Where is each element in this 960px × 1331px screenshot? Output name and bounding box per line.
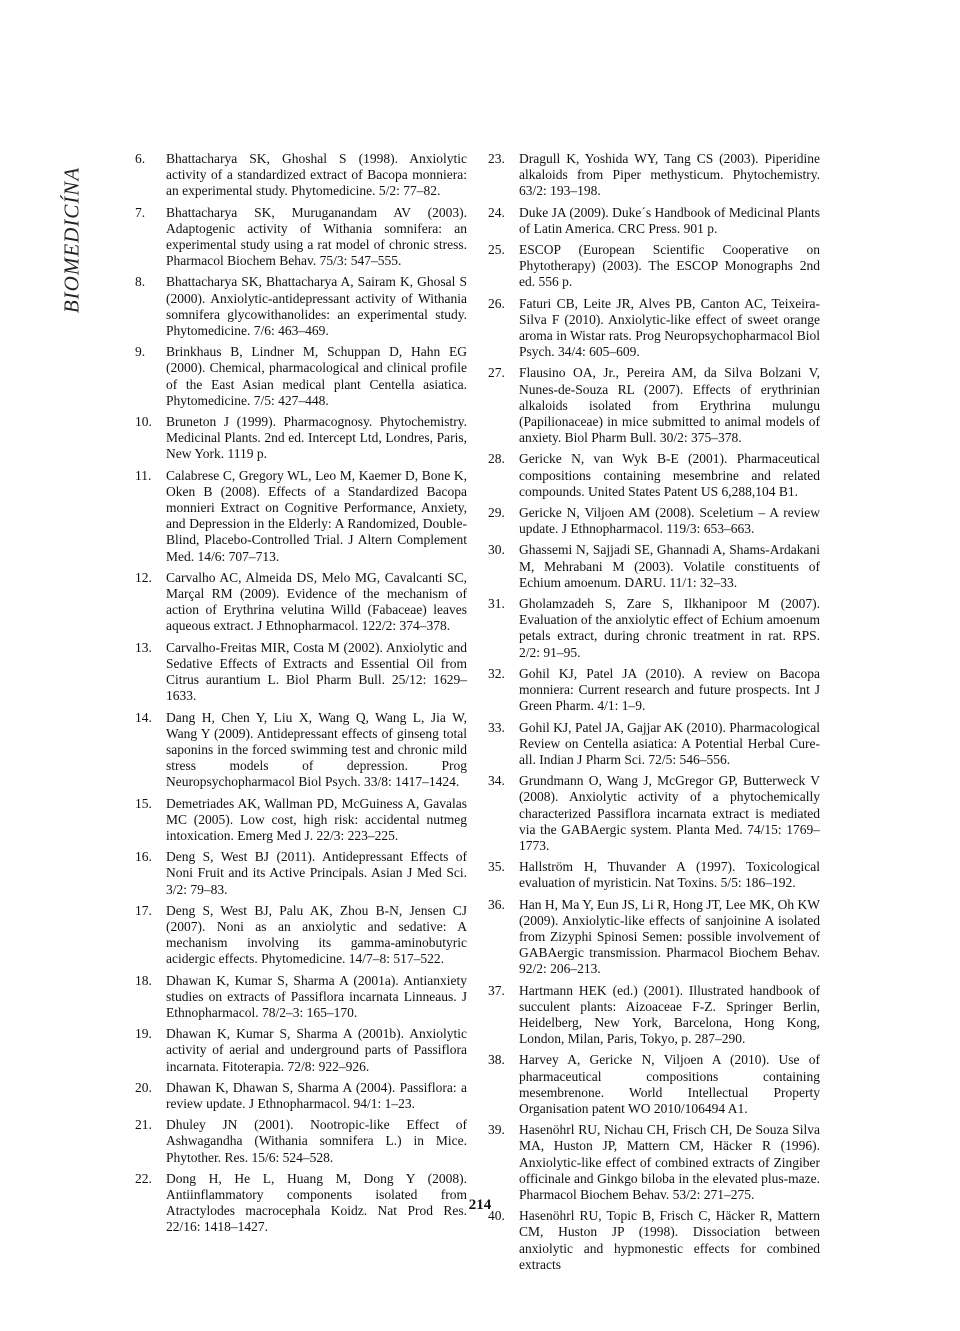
reference-item	[135, 710, 467, 791]
reference-text: Dhuley JN (2001). Nootropic-like Effect of Ashwagandha (Withania somnifera L.) in Mice. Phytother. Res. 15/6: 524–528.	[166, 1117, 467, 1165]
reference-item	[135, 903, 467, 968]
reference-text: Gholamzadeh S, Zare S, Ilkhanipoor M (2007). Evaluation of the anxiolytic effect of Echium amoenum petals extract, during chronic treatment in rat. RPS. 2/2: 91–95.	[519, 596, 820, 660]
reference-number: 37.	[488, 982, 505, 998]
reference-number: 26.	[488, 295, 505, 311]
reference-number: 39.	[488, 1122, 505, 1138]
reference-item	[135, 344, 467, 409]
reference-text: Han H, Ma Y, Eun JS, Li R, Hong JT, Lee MK, Oh KW (2009). Anxiolytic-like effects of sanjoinine A isolated from Zizyphi Spinosi Semen: possible involvement of GABAergic transmission. Pharmacol Biochem Behav. 92/2: 206–213.	[519, 896, 820, 977]
reference-text: Dong H, He L, Huang M, Dong Y (2008). Antiinflammatory components isolated from Atractylodes macrocephala Koidz. Nat Prod Res. 22/16: 1418–1427.	[166, 1170, 467, 1235]
reference-item	[488, 296, 820, 361]
reference-number: 32.	[488, 665, 505, 681]
reference-text: Hasenöhrl RU, Topic B, Frisch C, Häcker R, Mattern CM, Huston JP (1998). Dissociation between anxiolytic and hypmonestic effects for combined extracts	[519, 1208, 820, 1272]
reference-text: Dhawan K, Kumar S, Sharma A (2001b). Anxiolytic activity of aerial and underground parts of Passiflora incarnata. Fitoterapia. 72/8: 922–926.	[166, 1026, 467, 1074]
reference-text: Bhattacharya SK, Muruganandam AV (2003). Adaptogenic activity of Withania somnifera: an experimental study using a rat model of chronic stress. Pharmacol Biochem Behav. 75/3: 547–555.	[166, 204, 467, 269]
reference-item	[488, 151, 820, 200]
reference-item	[488, 666, 820, 715]
reference-item	[135, 468, 467, 565]
reference-text: Deng S, West BJ (2011). Antidepressant Effects of Noni Fruit and its Active Principals. Asian J Med Sci. 3/2: 79–83.	[166, 849, 467, 897]
reference-number: 27.	[488, 365, 505, 381]
reference-number: 13.	[135, 639, 152, 655]
reference-item	[488, 720, 820, 769]
reference-number: 16.	[135, 849, 152, 865]
reference-number: 28.	[488, 451, 505, 467]
reference-item	[135, 570, 467, 635]
reference-item	[488, 542, 820, 591]
reference-number: 6.	[135, 151, 146, 166]
reference-number: 15.	[135, 795, 152, 811]
reference-number: 18.	[135, 972, 152, 988]
reference-item	[135, 796, 467, 845]
reference-text: Ghassemi N, Sajjadi SE, Ghannadi A, Shams-Ardakani M, Mehrabani M (2003). Volatile constituents of Echium amoenum. DARU. 11/1: 32–33.	[519, 542, 820, 590]
left-reference-column	[135, 151, 467, 1241]
reference-number: 38.	[488, 1052, 505, 1068]
reference-item	[135, 151, 467, 200]
reference-text: Bruneton J (1999). Pharmacognosy. Phytochemistry. Medicinal Plants. 2nd ed. Intercept Ltd, Londres, Paris, New York. 1119 p.	[166, 414, 467, 462]
reference-text: Calabrese C, Gregory WL, Leo M, Kaemer D, Bone K, Oken B (2008). Effects of a Standardized Bacopa monnieri Extract on Cognitive Performance, Anxiety, and Depression in the Elderly: A Randomized, Double-Blind, Placebo-Controlled Trial. J Altern Complement Med. 14/6: 707–713.	[166, 467, 467, 564]
reference-number: 22.	[135, 1170, 152, 1186]
reference-text: Brinkhaus B, Lindner M, Schuppan D, Hahn EG (2000). Chemical, pharmacological and clinical profile of the East Asian medical plant Centella asiatica. Phytomedicine. 7/5: 427–448.	[166, 344, 467, 408]
reference-text: Hartmann HEK (ed.) (2001). Illustrated handbook of succulent plants: Aizoaceae F-Z. Springer Berlin, Heidelberg, New York, Barcelona, Hong Kong, London, Milan, Paris, Tokyo, p. 287–290.	[519, 982, 820, 1047]
reference-text: Hasenöhrl RU, Nichau CH, Frisch CH, De Souza Silva MA, Huston JP, Mattern CM, Häcker R (1996). Anxiolytic-like effect of combined extracts of Zingiber officinale and Ginkgo biloba in the elevated plus-maze. Pharmacol Biochem Behav. 53/2: 271–275.	[519, 1122, 820, 1202]
reference-number: 20.	[135, 1079, 152, 1095]
journal-side-label: BIOMEDICÍNA	[59, 166, 84, 314]
reference-item	[488, 897, 820, 978]
reference-item	[488, 1122, 820, 1203]
reference-number: 36.	[488, 896, 505, 912]
reference-item	[135, 1026, 467, 1075]
reference-number: 8.	[135, 274, 146, 290]
reference-number: 14.	[135, 709, 152, 725]
reference-text: Grundmann O, Wang J, McGregor GP, Butterweck V (2008). Anxiolytic activity of a phytochemically characterized Passiflora incarnata extract is mediated via the GABAergic system. Planta Med. 74/15: 1769–1773.	[519, 773, 820, 853]
reference-item	[488, 242, 820, 291]
reference-item	[135, 640, 467, 705]
reference-number: 25.	[488, 242, 505, 258]
reference-item	[135, 1117, 467, 1166]
reference-item	[488, 983, 820, 1048]
reference-item	[488, 451, 820, 500]
reference-text: ESCOP (European Scientific Cooperative on Phytotherapy) (2003). The ESCOP Monographs 2nd ed. 556 p.	[519, 242, 820, 290]
reference-number: 23.	[488, 151, 505, 166]
reference-number: 19.	[135, 1026, 152, 1042]
page-number: 214	[468, 1197, 492, 1213]
reference-number: 21.	[135, 1117, 152, 1133]
reference-number: 31.	[488, 596, 505, 612]
reference-number: 40.	[488, 1208, 505, 1224]
reference-text: Demetriades AK, Wallman PD, McGuiness A, Gavalas MC (2005). Low cost, high risk: accidental nutmeg intoxication. Emerg Med J. 22/3: 223–225.	[166, 795, 467, 843]
reference-number: 24.	[488, 204, 505, 220]
reference-text: Carvalho AC, Almeida DS, Melo MG, Cavalcanti SC, Marçal RM (2009). Evidence of the mechanism of action of Erythrina velutina Willd (Fabaceae) leaves aqueous extract. J Ethnopharmacol. 122/2: 374–378.	[166, 569, 467, 634]
reference-text: Dang H, Chen Y, Liu X, Wang Q, Wang L, Jia W, Wang Y (2009). Antidepressant effects of ginseng total saponins in the forced swimming test and chronic mild stress models of depression. Prog Neuropsychopharmacol Biol Psych. 33/8: 1417–1424.	[166, 709, 467, 790]
reference-number: 34.	[488, 773, 505, 789]
reference-item	[488, 1052, 820, 1117]
reference-number: 9.	[135, 344, 146, 360]
reference-item	[488, 365, 820, 446]
reference-item	[135, 973, 467, 1022]
reference-number: 29.	[488, 505, 505, 521]
reference-item	[135, 274, 467, 339]
reference-text: Dhawan K, Dhawan S, Sharma A (2004). Passiflora: a review update. J Ethnopharmacol. 94/1: 1–23.	[166, 1079, 467, 1111]
reference-item	[488, 773, 820, 854]
reference-text: Carvalho-Freitas MIR, Costa M (2002). Anxiolytic and Sedative Effects of Extracts and Essential Oil from Citrus aurantium L. Biol Pharm Bull. 25/12: 1629–1633.	[166, 639, 467, 704]
reference-text: Gohil KJ, Patel JA (2010). A review on Bacopa monniera: Current research and future prospects. Int J Green Pharm. 4/1: 1–9.	[519, 665, 820, 714]
reference-text: Dhawan K, Kumar S, Sharma A (2001a). Antianxiety studies on extracts of Passiflora incarnata Linneaus. J Ethnopharmacol. 78/2–3: 165–170.	[166, 972, 467, 1020]
reference-item	[488, 1208, 820, 1273]
reference-item	[135, 1080, 467, 1112]
reference-text: Gericke N, Viljoen AM (2008). Sceletium – A review update. J Ethnopharmacol. 119/3: 653–663.	[519, 505, 820, 537]
reference-item	[488, 505, 820, 537]
reference-text: Flausino OA, Jr., Pereira AM, da Silva Bolzani V, Nunes-de-Souza RL (2007). Effects of erythrinian alkaloids isolated from Erythrina mulungu (Papilionaceae) in mice submitted to animal models of anxiety. Biol Pharm Bull. 30/2: 375–378.	[519, 365, 820, 446]
reference-number: 17.	[135, 902, 152, 918]
reference-text: Gericke N, van Wyk B-E (2001). Pharmaceutical compositions containing mesembrine and related compounds. United States Patent US 6,288,104 B1.	[519, 451, 820, 499]
reference-text: Gohil KJ, Patel JA, Gajjar AK (2010). Pharmacological Review on Centella asiatica: A Potential Herbal Cure-all. Indian J Pharm Sci. 72/5: 546–556.	[519, 719, 820, 767]
reference-text: Harvey A, Gericke N, Viljoen A (2010). Use of pharmaceutical compositions containing mesembrenone. World Intellectual Property Organisation patent WO 2010/106494 A1.	[519, 1052, 820, 1116]
reference-text: Bhattacharya SK, Bhattacharya A, Sairam K, Ghosal S (2000). Anxiolytic-antidepressant activity of Withania somnifera glycowithanolides: an experimental study. Phytomedicine. 7/6: 463–469.	[166, 274, 467, 339]
reference-number: 35.	[488, 859, 505, 875]
reference-text: Hallström H, Thuvander A (1997). Toxicological evaluation of myristicin. Nat Toxins. 5/5: 186–192.	[519, 859, 820, 891]
reference-number: 30.	[488, 542, 505, 558]
reference-number: 11.	[135, 467, 152, 483]
reference-item	[488, 859, 820, 891]
reference-item	[135, 414, 467, 463]
right-reference-column	[488, 151, 820, 1278]
reference-text: Duke JA (2009). Duke´s Handbook of Medicinal Plants of Latin America. CRC Press. 901 p.	[519, 204, 820, 236]
reference-text: Bhattacharya SK, Ghoshal S (1998). Anxiolytic activity of a standardized extract of Bacopa monniera: an experimental study. Phytomedicine. 5/2: 77–82.	[166, 151, 467, 199]
reference-number: 7.	[135, 204, 146, 220]
reference-text: Faturi CB, Leite JR, Alves PB, Canton AC, Teixeira-Silva F (2010). Anxiolytic-like effect of sweet orange aroma in Wistar rats. Prog Neuropsychopharmacol Biol Psych. 34/4: 605–609.	[519, 295, 820, 360]
reference-text: Deng S, West BJ, Palu AK, Zhou B-N, Jensen CJ (2007). Noni as an anxiolytic and sedative: A mechanism involving its gamma-aminobutyric acidergic effects. Phytomedicine. 14/7–8: 517–522.	[166, 902, 467, 967]
reference-item	[135, 205, 467, 270]
reference-number: 10.	[135, 414, 152, 430]
reference-number: 33.	[488, 719, 505, 735]
reference-item	[135, 849, 467, 898]
reference-item	[488, 205, 820, 237]
reference-number: 12.	[135, 569, 152, 585]
reference-item	[488, 596, 820, 661]
reference-text: Dragull K, Yoshida WY, Tang CS (2003). Piperidine alkaloids from Piper methysticum. Phytochemistry. 63/2: 193–198.	[519, 151, 820, 199]
